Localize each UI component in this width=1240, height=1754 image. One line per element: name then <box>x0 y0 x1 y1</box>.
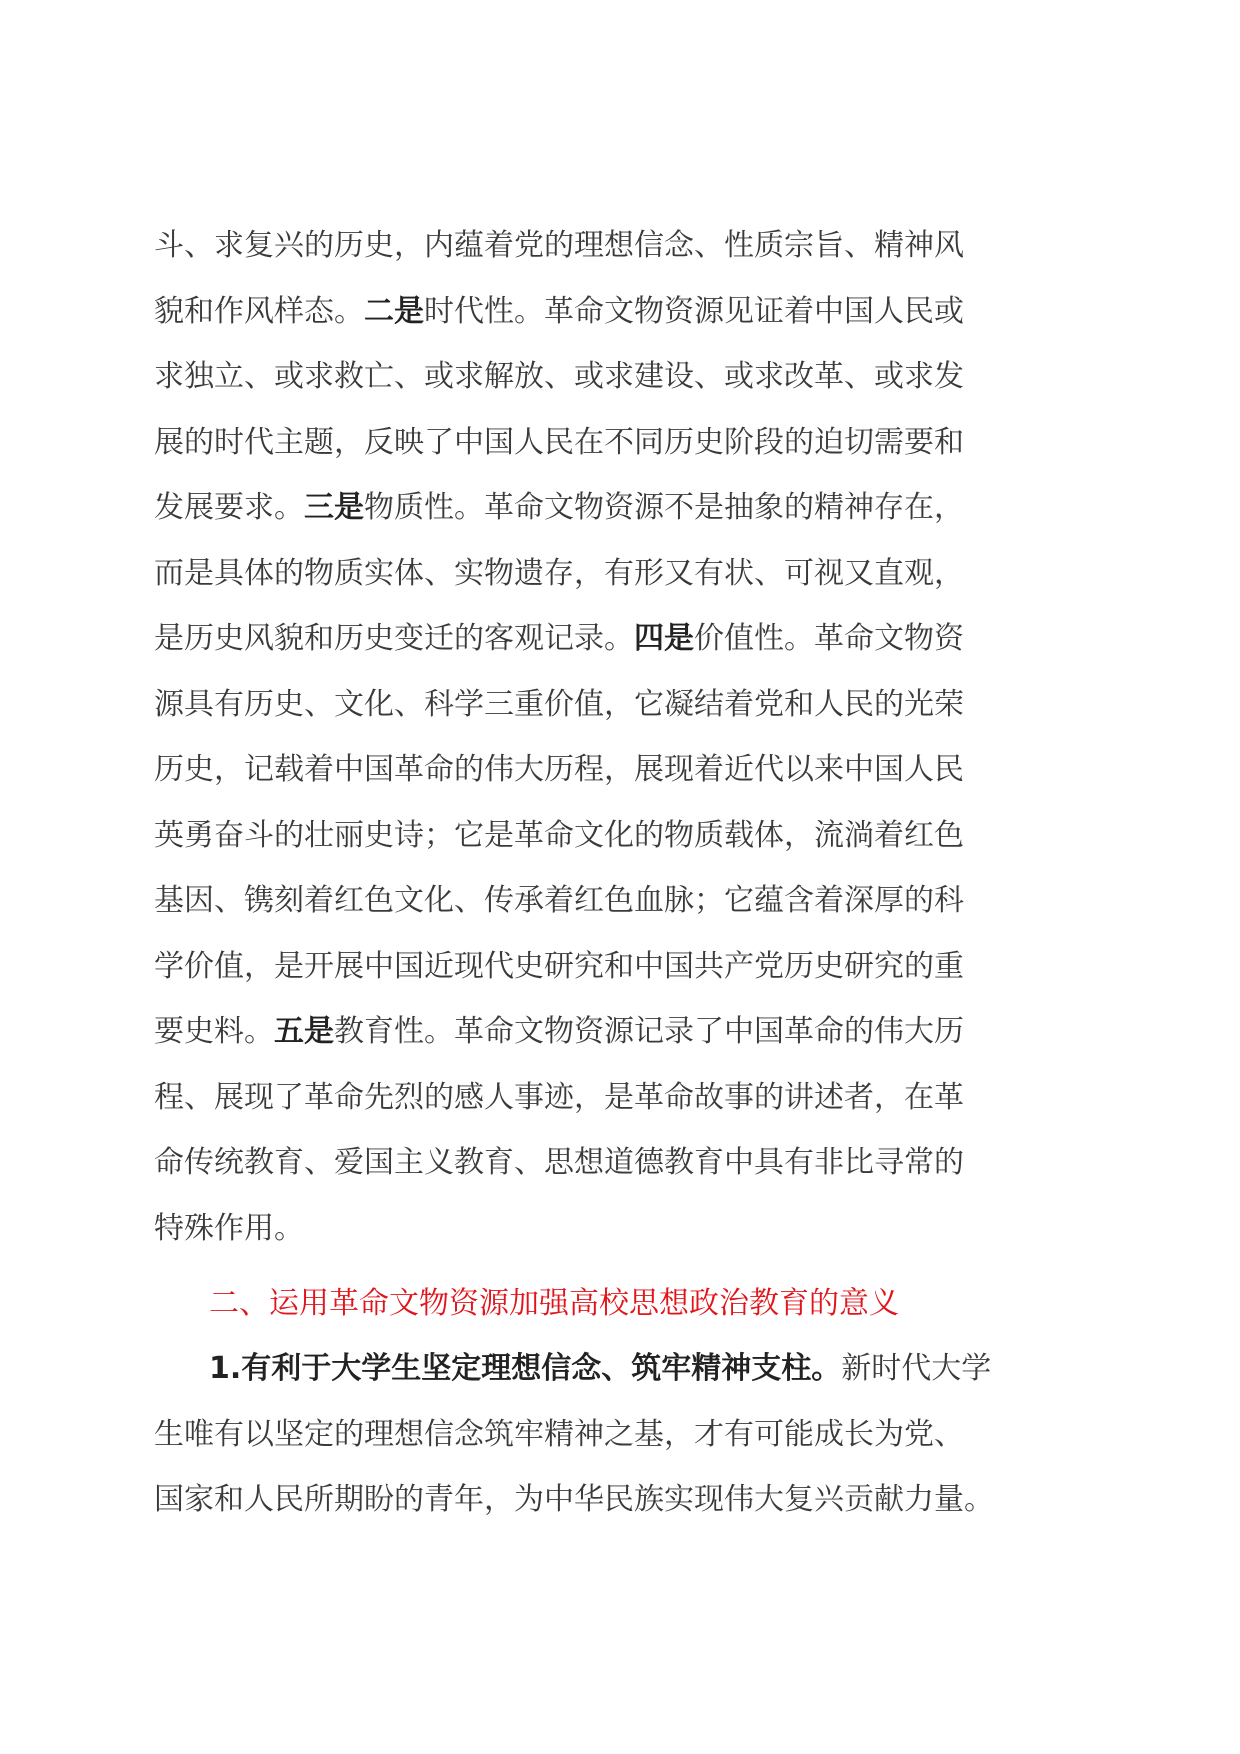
text-line <box>154 934 1084 1000</box>
text-line <box>154 541 1084 607</box>
text-run: 貌和作风样态。 <box>154 293 364 329</box>
text-run: 新时代大学 <box>841 1351 992 1386</box>
text-run: 基因、镌刻着红色文化、传承着红色血脉；它蕴含着深厚的科 <box>154 883 964 918</box>
text-run: 命传统教育、爱国主义教育、思想道德教育中具有非比寻常的 <box>154 1145 964 1180</box>
text-line <box>154 344 1084 410</box>
text-line <box>154 1467 1084 1533</box>
text-run: 物质性。革命文物资源不是抽象的精神存在， <box>364 490 964 525</box>
text-line <box>154 868 1084 934</box>
text-line <box>154 1196 1084 1262</box>
text-run: 程、展现了革命先烈的感人事迹，是革命故事的讲述者，在革 <box>154 1079 964 1115</box>
text-run: 学价值，是开展中国近现代史研究和中国共产党历史研究的重 <box>154 948 964 984</box>
text-run: 源具有历史、文化、科学三重价值，它凝结着党和人民的光荣 <box>154 686 964 722</box>
text-run: 教育性。革命文物资源记录了中国革命的伟大历 <box>334 1014 964 1049</box>
text-line <box>154 803 1084 869</box>
bold-phrase: 1.有利于大学生坚定理想信念、筑牢精神支柱。 <box>209 1351 842 1386</box>
bold-phrase: 四是 <box>634 621 694 656</box>
bold-phrase: 三是 <box>304 490 364 525</box>
text-line <box>154 1336 1084 1402</box>
text-run: 国家和人民所期盼的青年，为中华民族实现伟大复兴贡献力量。 <box>154 1482 994 1517</box>
text-line <box>154 410 1084 476</box>
text-line <box>154 279 1084 345</box>
text-run: 而是具体的物质实体、实物遗存，有形又有状、可视又直观， <box>154 555 964 591</box>
text-run: 要史料。 <box>154 1014 274 1049</box>
text-run: 特殊作用。 <box>154 1210 304 1246</box>
bold-phrase: 五是 <box>274 1014 334 1049</box>
text-run: 展的时代主题，反映了中国人民在不同历史阶段的迫切需要和 <box>154 424 964 460</box>
text-run: 求独立、或求救亡、或求解放、或求建设、或求改革、或求发 <box>154 359 964 394</box>
text-run: 发展要求。 <box>154 490 304 525</box>
text-run: 英勇奋斗的壮丽史诗；它是革命文化的物质载体，流淌着红色 <box>154 817 964 853</box>
text-line <box>154 999 1084 1065</box>
text-run: 生唯有以坚定的理想信念筑牢精神之基，才有可能成长为党、 <box>154 1416 964 1452</box>
text-line <box>154 606 1084 672</box>
text-line <box>154 672 1084 738</box>
text-run: 历史，记载着中国革命的伟大历程，展现着近代以来中国人民 <box>154 752 964 787</box>
text-line <box>154 1130 1084 1196</box>
text-run: 时代性。革命文物资源见证着中国人民或 <box>424 293 964 329</box>
text-run: 斗、求复兴的历史，内蕴着党的理想信念、性质宗旨、精神风 <box>154 228 964 263</box>
text-run: 价值性。革命文物资 <box>694 621 964 656</box>
text-run: 是历史风貌和历史变迁的客观记录。 <box>154 621 634 656</box>
section-heading: 二、运用革命文物资源加强高校思想政治教育的意义 <box>209 1286 899 1321</box>
text-line <box>154 213 1084 279</box>
text-line <box>154 475 1084 541</box>
body-paragraph-significance-1 <box>154 1336 1084 1533</box>
body-paragraph-characteristics <box>154 213 1084 1261</box>
text-line <box>154 1402 1084 1468</box>
text-line <box>154 1065 1084 1131</box>
bold-phrase: 二是 <box>364 293 424 329</box>
text-line <box>154 737 1084 803</box>
